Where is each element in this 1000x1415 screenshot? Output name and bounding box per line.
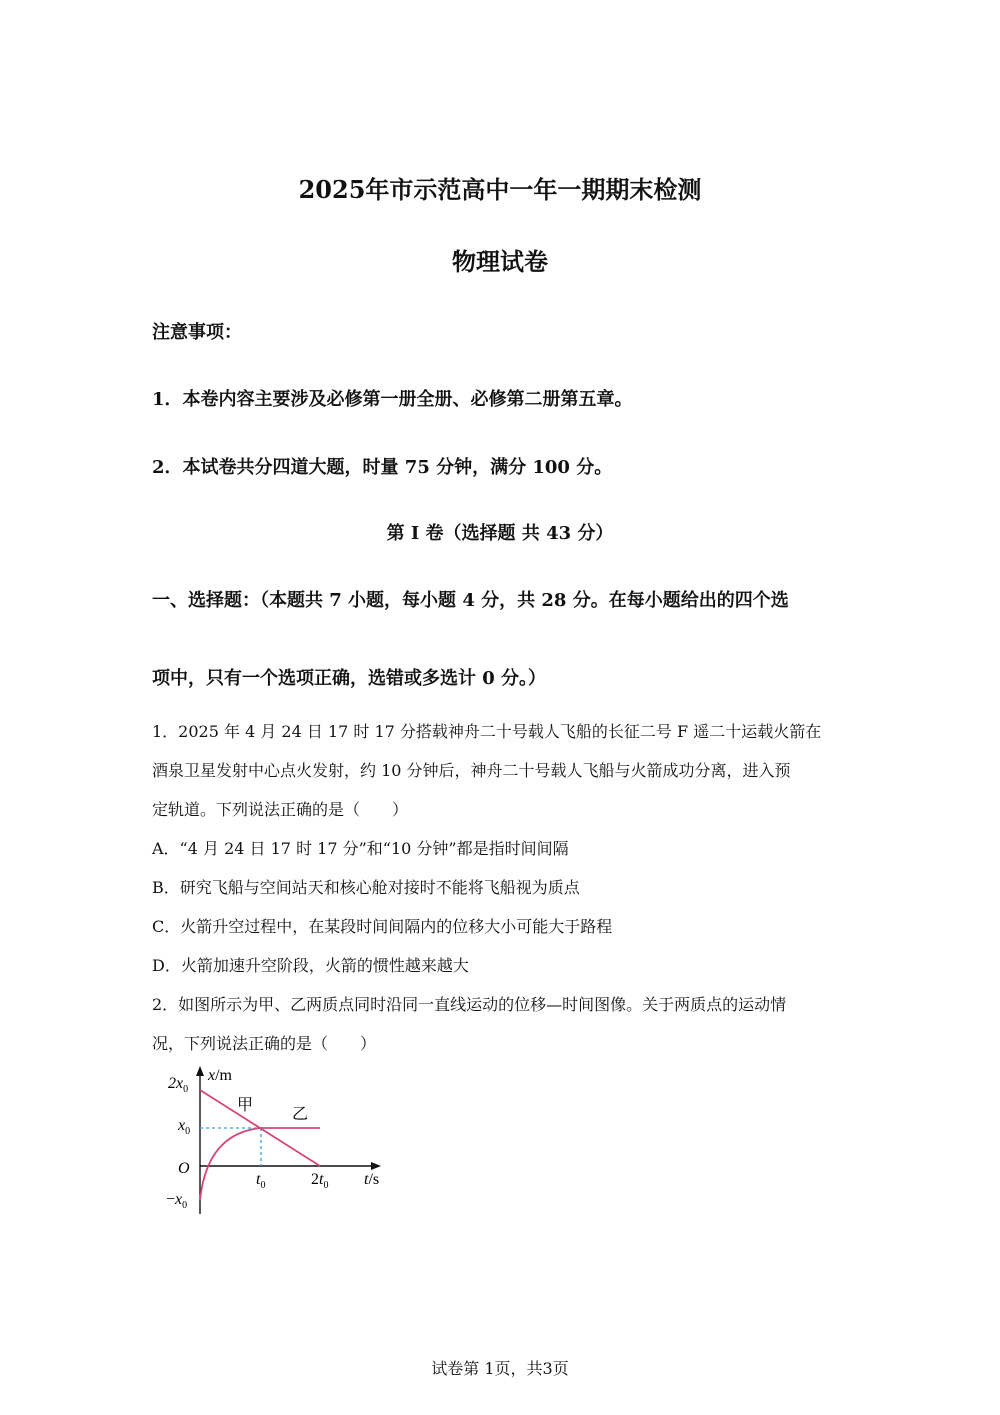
- page-footer: 试卷第 1页，共3页: [431, 1359, 569, 1378]
- y-tick-neg-x0: $-x_0$: [166, 1191, 188, 1211]
- y-tick-x0: $x_0$: [178, 1117, 191, 1137]
- part1-title: 第 I 卷（选择题 共 43 分）: [386, 523, 614, 544]
- part1-instruction-line-2: 项中，只有一个选项正确，选错或多选计 0 分。）: [152, 668, 547, 689]
- notice-item-2: 2．本试卷共分四道大题，时量 75 分钟，满分 100 分。: [152, 457, 613, 478]
- y-tick-2x0: $2x_0$: [168, 1075, 189, 1095]
- q2-stem-line-2: 况，下列说法正确的是（ ）: [152, 1034, 377, 1053]
- q1-option-d: D．火箭加速升空阶段，火箭的惯性越来越大: [152, 956, 469, 975]
- x-tick-2t0: $2t_0$: [311, 1171, 329, 1191]
- part1-instruction-line-1: 一、选择题：（本题共 7 小题，每小题 4 分，共 28 分。在每小题给出的四个选: [152, 590, 789, 611]
- position-time-graph: [160, 1062, 400, 1222]
- y-axis-arrow-icon: [196, 1066, 204, 1076]
- origin-label: O: [178, 1160, 190, 1177]
- x-axis-label: t/s: [364, 1171, 380, 1188]
- q1-stem-line-3: 定轨道。下列说法正确的是（ ）: [152, 800, 409, 819]
- exam-title: 2025年市示范高中一年一期期末检测: [298, 175, 702, 204]
- q1-option-c: C．火箭升空过程中，在某段时间间隔内的位移大小可能大于路程: [152, 917, 613, 936]
- q1-stem-line-2: 酒泉卫星发射中心点火发射，约 10 分钟后，神舟二十号载人飞船与火箭成功分离，进入预: [152, 761, 791, 780]
- q1-option-b: B．研究飞船与空间站天和核心舱对接时不能将飞船视为质点: [152, 878, 580, 897]
- x-tick-t0: $t_0$: [256, 1171, 266, 1191]
- y-axis-label: x/m: [208, 1067, 232, 1084]
- curve-label-yi: 乙: [292, 1106, 309, 1123]
- q1-option-a: A．“4 月 24 日 17 时 17 分”和“10 分钟”都是指时间间隔: [152, 839, 569, 858]
- exam-subtitle: 物理试卷: [452, 247, 548, 276]
- x-axis-arrow-icon: [371, 1162, 381, 1170]
- curve-label-jia: 甲: [237, 1097, 254, 1114]
- q2-stem-line-1: 2．如图所示为甲、乙两质点同时沿同一直线运动的位移—时间图像。关于两质点的运动情: [152, 995, 787, 1014]
- q1-stem-line-1: 1．2025 年 4 月 24 日 17 时 17 分搭载神舟二十号载人飞船的长征二号 F 遥二十运载火箭在: [152, 722, 822, 741]
- notice-heading: 注意事项：: [152, 322, 242, 343]
- notice-item-1: 1．本卷内容主要涉及必修第一册全册、必修第二册第五章。: [152, 389, 633, 410]
